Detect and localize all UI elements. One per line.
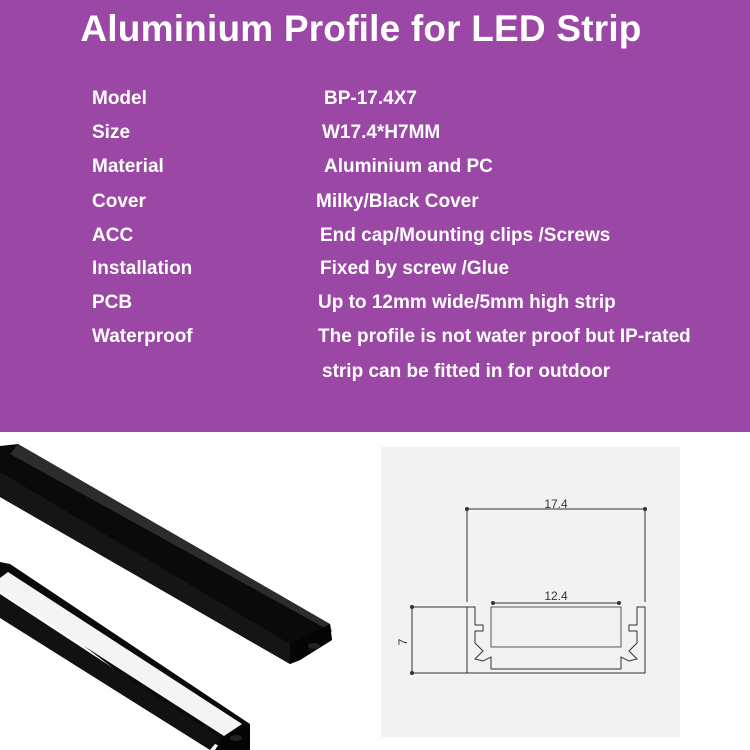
spec-value: The profile is not water proof but IP-rated (318, 326, 691, 347)
cross-section-svg (381, 447, 680, 737)
dim-inner-width: 12.4 (544, 589, 568, 603)
dim-outer-width: 17.4 (544, 497, 568, 511)
spec-value: W17.4*H7MM (322, 122, 441, 143)
spec-value: BP-17.4X7 (324, 88, 417, 109)
spec-value-continued: strip can be fitted in for outdoor (322, 361, 611, 382)
spec-label: Size (92, 122, 131, 143)
spec-label: Material (92, 156, 164, 177)
spec-value: Fixed by screw /Glue (320, 258, 510, 279)
spec-value: Aluminium and PC (324, 156, 493, 177)
spec-label: PCB (92, 292, 133, 313)
spec-label: ACC (92, 225, 134, 246)
spec-label: Waterproof (92, 326, 193, 347)
spec-value: Milky/Black Cover (316, 191, 479, 212)
dim-height: 7 (396, 638, 410, 646)
spec-value: Up to 12mm wide/5mm high strip (318, 292, 616, 313)
page-title: Aluminium Profile for LED Strip (80, 8, 642, 49)
spec-value: End cap/Mounting clips /Screws (320, 225, 611, 246)
spec-label: Cover (92, 191, 146, 212)
product-photo (0, 432, 370, 750)
spec-label: Installation (92, 258, 193, 279)
spec-label: Model (92, 88, 147, 109)
